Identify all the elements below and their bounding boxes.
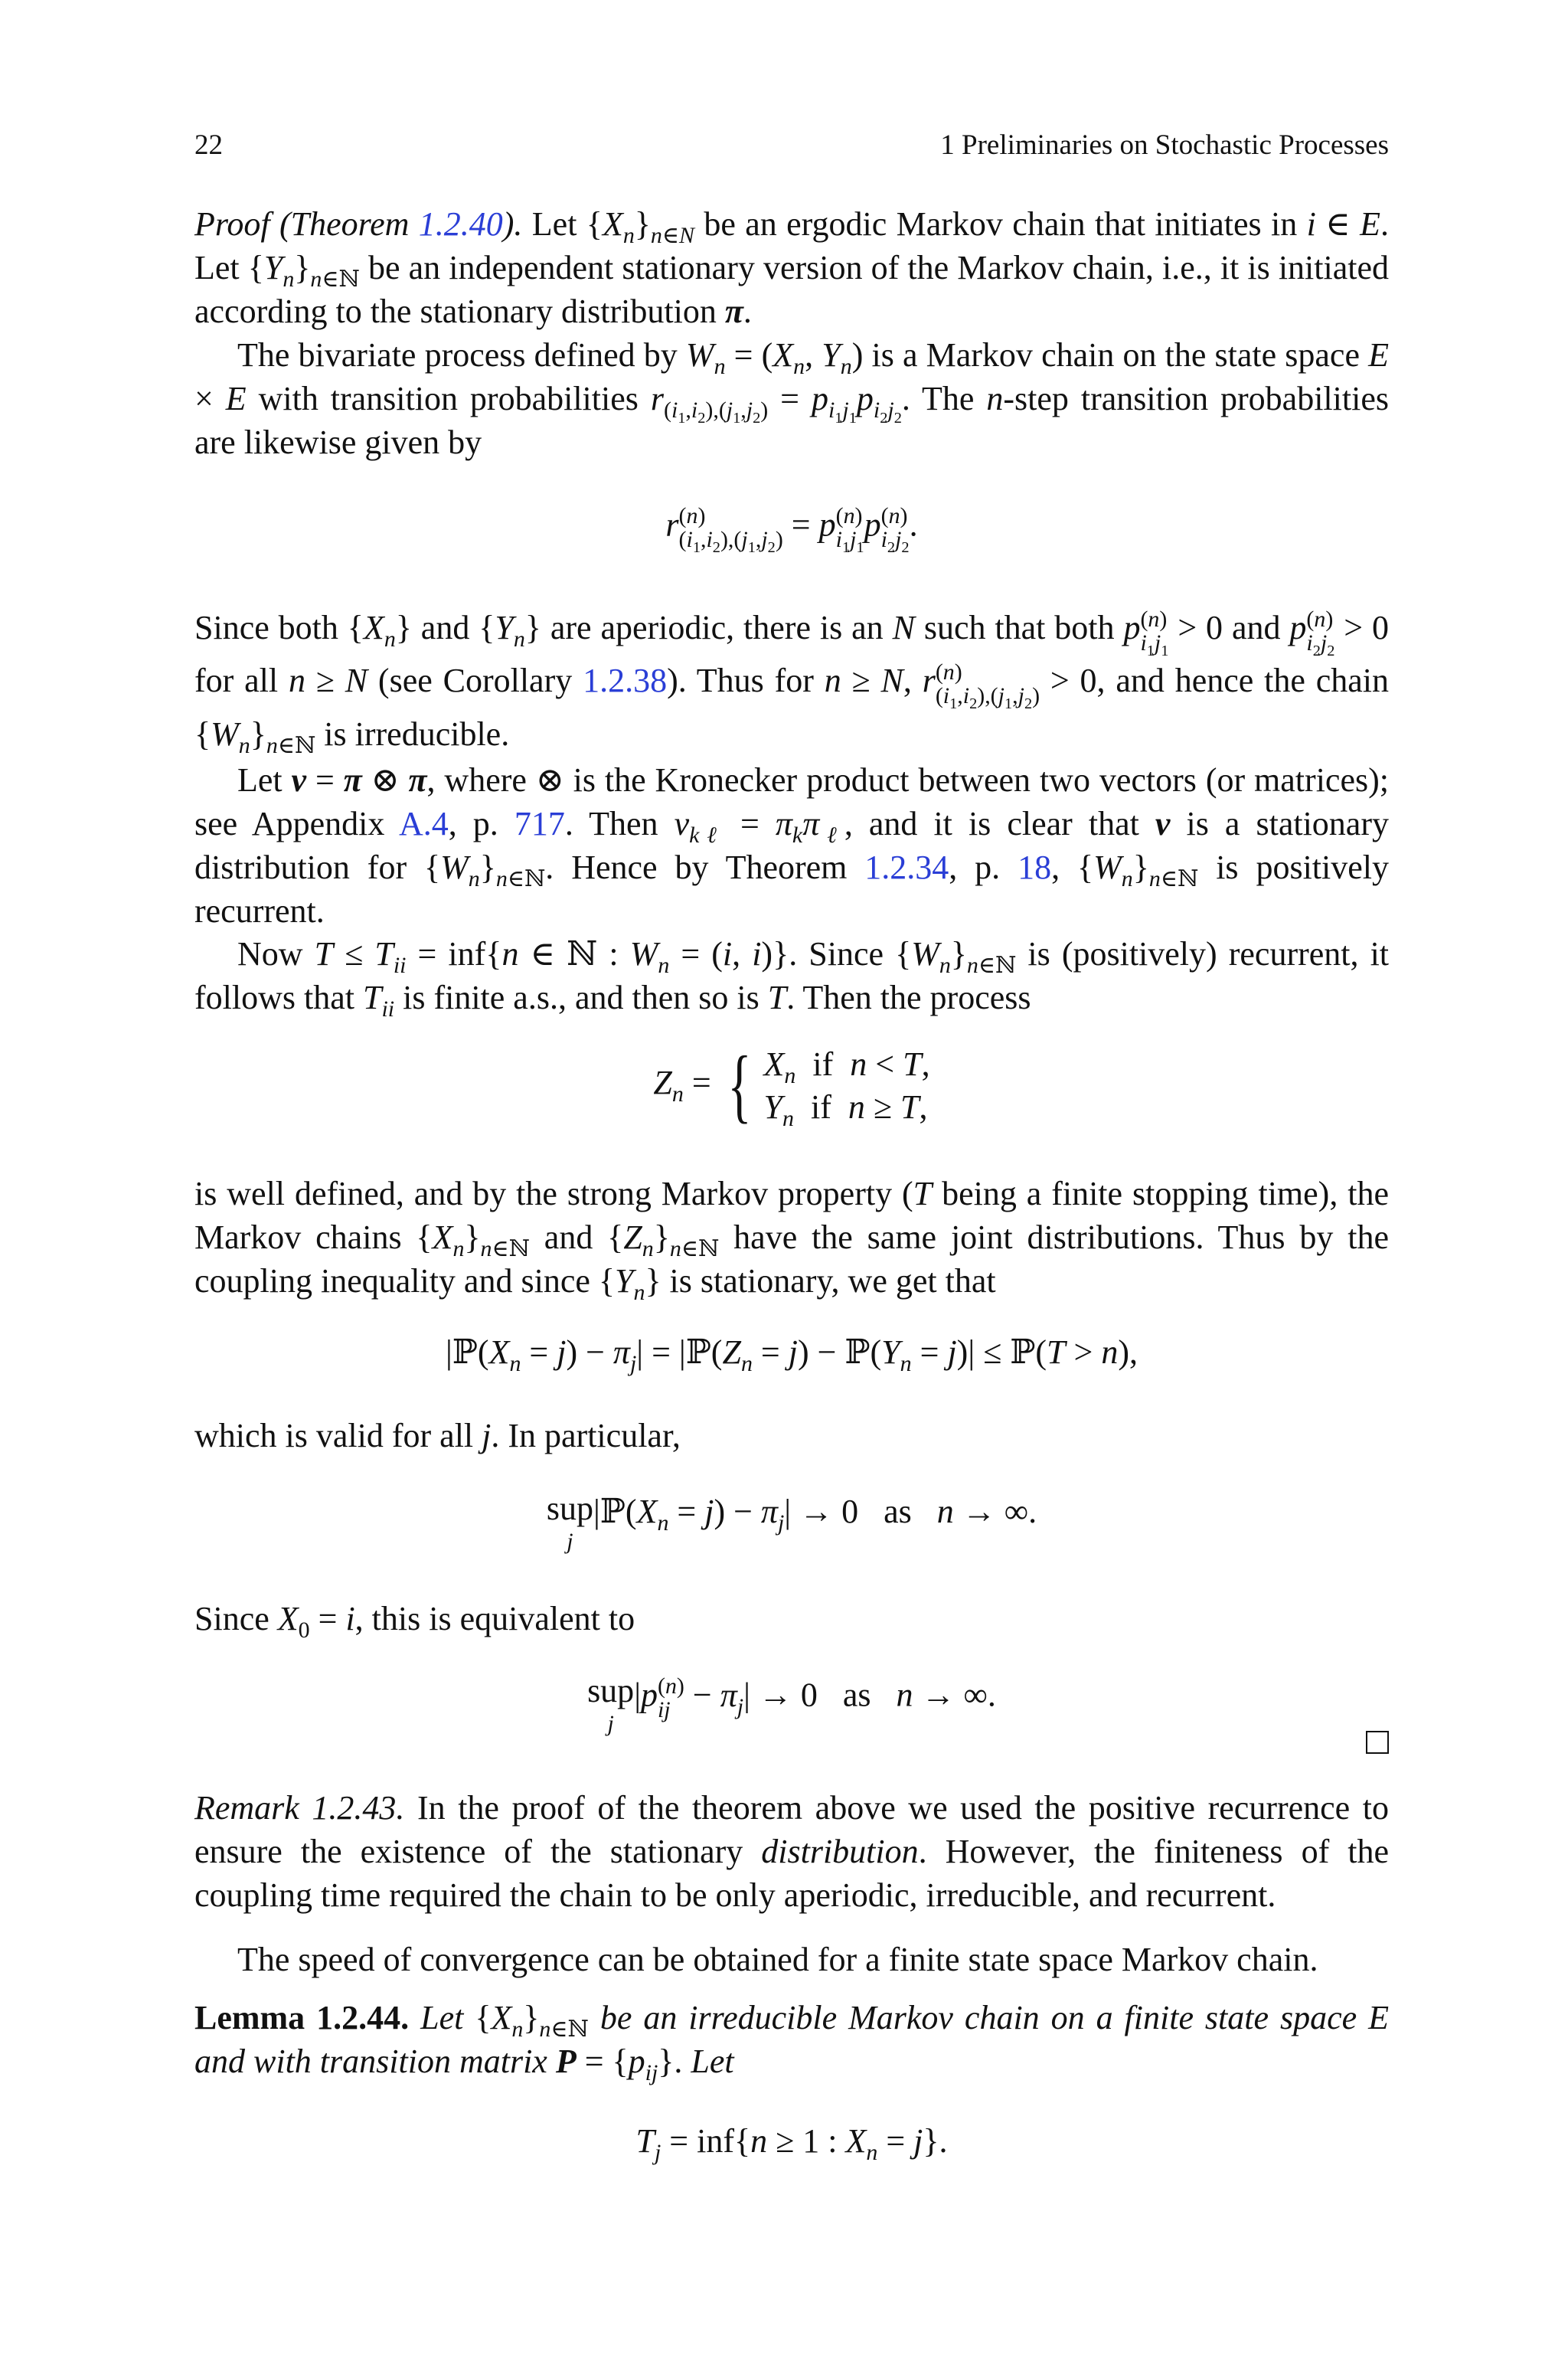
equation-sup-limit-1: sup j $|ℙ(X_n = j) - \pi_j| \to 0$ as n → ∞. bbox=[546, 1490, 1037, 1554]
theorem-1-2-34-link[interactable]: 1.2.34 bbox=[864, 849, 949, 886]
equation-sup-limit-2: sup j |p (n) ij − $\pi_j| \to 0$ as n → ∞. bbox=[587, 1672, 996, 1736]
page-number: 22 bbox=[194, 129, 223, 161]
theorem-link[interactable]: 1.2.40 bbox=[418, 205, 503, 243]
remark-1-2-43: Remark 1.2.43. In the proof of the theorem above we used the positive recurrence to ensure the existence of the stationary distribution. However, the finiteness of the coupling time required the chain to be only aperiodic, irreducible, and recurrent. bbox=[194, 1789, 1390, 1914]
remark-label: Remark 1.2.43. bbox=[194, 1789, 405, 1827]
proof-paragraph-7: which is valid for all j. In particular, bbox=[194, 1417, 681, 1454]
proof-paragraph-6: is well defined, and by the strong Markov property (T being a finite stopping time), the Markov chains $\{X_n\}_{n\in ℕ}$ and $\{Z_n\}_{n\in ℕ}$ have the same joint distributions. Thus by the coupling inequality and since $\{Y_n\}$ is stationary, we get that bbox=[194, 1175, 1389, 1305]
theorem-page-link[interactable]: 18 bbox=[1018, 849, 1052, 886]
proof-paragraph-1: Proof (Theorem 1.2.40). Let $\{X_n\}_{n\in N}$ be an ergodic Markov chain that initiates in i ∈ E. Let $\{Y_n\}_{n\in ℕ}$ be an independent stationary version of the Markov chain, i.e., it is initiated according to the stationary distribution π. bbox=[194, 205, 1390, 330]
equation-coupling-inequality: $|ℙ(X_n = j) - \pi_j|$ = $|ℙ(Z_n = j)$ − $ℙ(Y_n = j)|$ ≤ ℙ(T > n), bbox=[446, 1333, 1138, 1376]
proof-paragraph-4: Let ν = π ⊗ π, where ⊗ is the Kronecker product between two vectors (or matrices); see Appendix A.4, p. 717. Then $\nu_{k\ell} = \pi_k\pi_\ell$, and it is clear that ν is a stationary distribution for $\{W_n\}_{n\in ℕ}$. Hence by Theorem 1.2.34, p. 18, $\{W_n\}_{n\in ℕ}$ is positively recurrent. bbox=[194, 761, 1389, 930]
lemma-label: Lemma 1.2.44. bbox=[194, 1999, 410, 2036]
equation-n-step: r (n) $(i_1,i_2),(j_1,j_2)$ = p (n) $i_1j_1$ p (n) $i_2j_2$ . bbox=[665, 503, 918, 557]
equation-coupled-process: $Z_n$ = { $X_n$ if n < T, $Y_n$ if n ≥ T, bbox=[653, 1040, 930, 1131]
equation-hitting-time: $T_j = inf\{n \ge 1$ : $X_n = j$}. bbox=[635, 2122, 948, 2165]
appendix-link[interactable]: A.4 bbox=[398, 805, 449, 842]
qed-symbol bbox=[1366, 1731, 1389, 1754]
proof-label: Proof (Theorem bbox=[194, 205, 419, 243]
proof-paragraph-8: Since $X_0 = i$, this is equivalent to bbox=[194, 1600, 635, 1643]
speed-paragraph: The speed of convergence can be obtained for a finite state space Markov chain. bbox=[237, 1941, 1318, 1978]
corollary-link[interactable]: 1.2.38 bbox=[583, 662, 668, 700]
proof-paragraph-2: The bivariate process defined by $W_n = (X_n$, $Y_n$) is a Markov chain on the state space E × E with transition probabilities $r_{(i_1,i_2),(j_1,j_2)} = p_{i_1j_1}p_{i_2j_2}$. The n-step transition probabilities are likewise given by bbox=[194, 336, 1390, 461]
proof-paragraph-3: Since both $\{X_n\}$ and $\{Y_n\}$ are aperiodic, there is an N such that both p (n) $i_1j_1$ > 0 and p (n) $i_2j_2$ > 0 for all n ≥ N (see Corollary 1.2.38). Thus for n ≥ N, r (n) $(i_1,i_2),(j_1,j_2)$ > 0, and hence the chain $\{W_n\}_{n\in ℕ}$ is irreducible. bbox=[194, 606, 1390, 758]
appendix-page-link[interactable]: 717 bbox=[514, 805, 565, 842]
running-head: 1 Preliminaries on Stochastic Processes bbox=[940, 129, 1389, 161]
proof-paragraph-5: Now $T \le T_{ii} = inf\{n$ ∈ ℕ : $W_n = (i$, i)}. Since $\{W_n\}_{n\in ℕ}$ is (positively) recurrent, it follows that $T_{ii}$ is finite a.s., and then so is T. Then the process bbox=[194, 935, 1390, 1022]
lemma-1-2-44: Lemma 1.2.44. Let $\{X_n\}_{n\in ℕ}$ be an irreducible Markov chain on a finite state space E and with transition matrix $P = \{p_{ij}\}$. Let bbox=[194, 1999, 1390, 2085]
